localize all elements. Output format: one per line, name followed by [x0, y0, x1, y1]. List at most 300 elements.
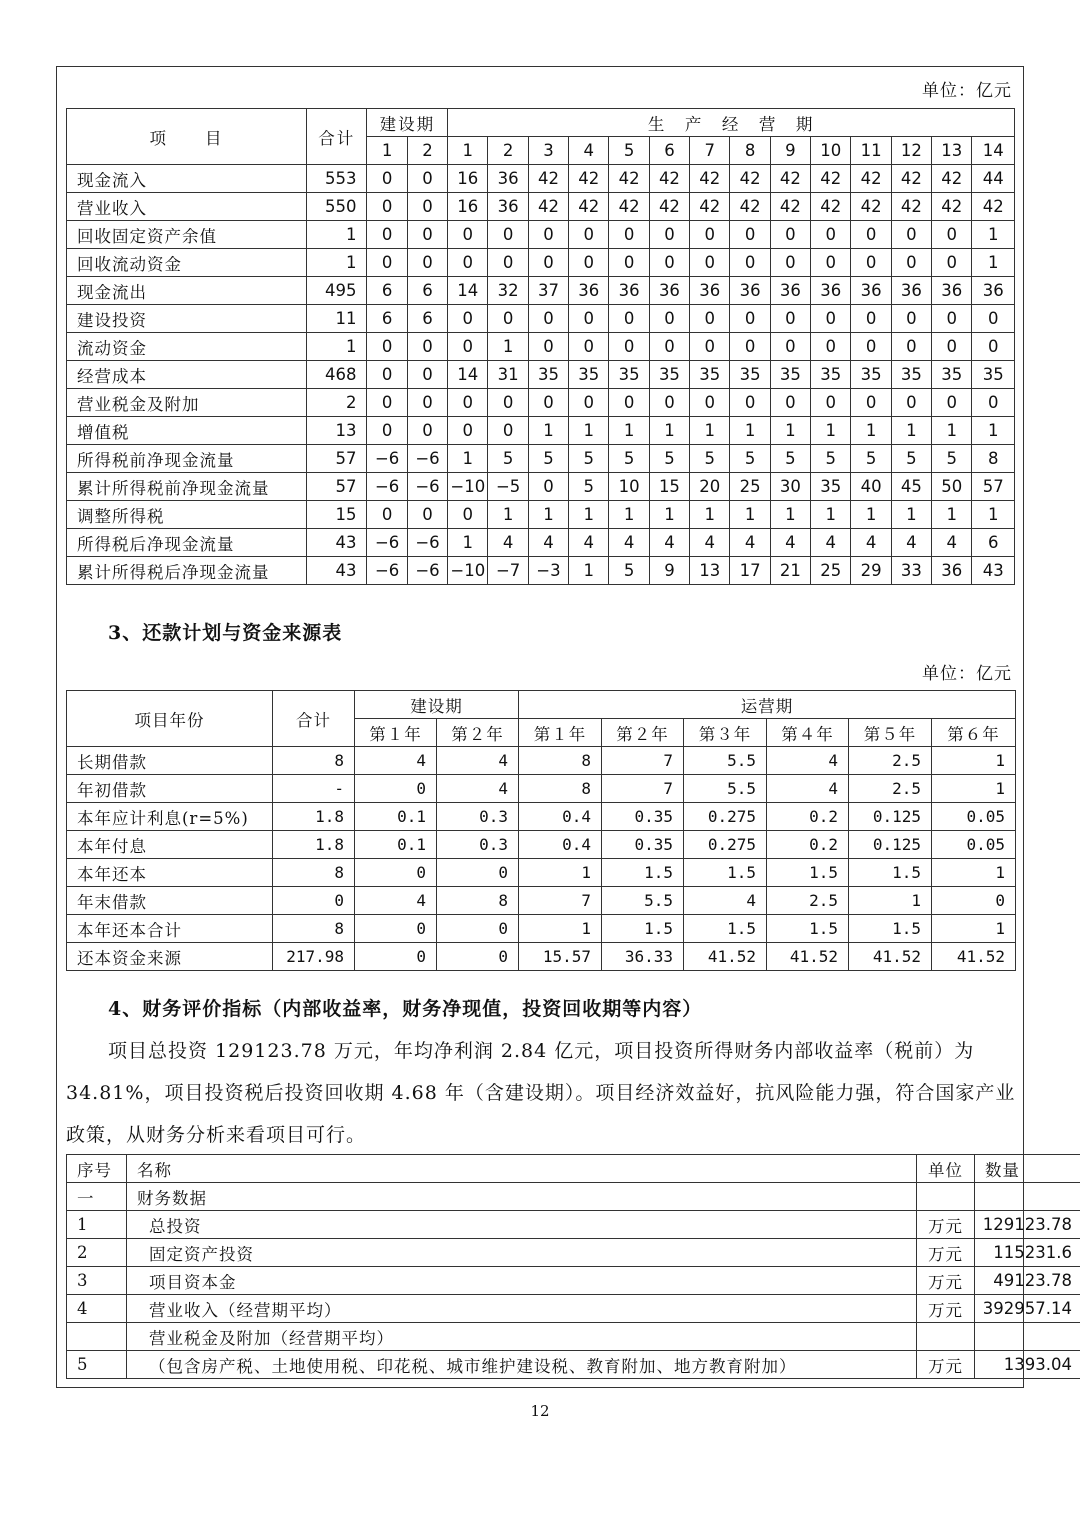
- cashflow-construction-year: 2: [407, 137, 447, 165]
- cashflow-cell: 1: [932, 501, 972, 529]
- cashflow-cell: 0: [569, 305, 609, 333]
- unit-label-2: 单位：亿元: [922, 664, 1012, 684]
- cashflow-row: [67, 389, 1015, 417]
- repayment-row-total: 217.98: [273, 943, 355, 971]
- repayment-cell: 0.05: [932, 831, 1016, 859]
- cashflow-cell: 1: [528, 501, 568, 529]
- cashflow-cell: 0: [972, 333, 1015, 361]
- repayment-cell: 0.2: [767, 803, 849, 831]
- repayment-cell: 1.5: [602, 859, 684, 887]
- page-number: 12: [530, 1402, 550, 1420]
- cashflow-operation-year: 14: [972, 137, 1015, 165]
- cashflow-operation-year: 13: [932, 137, 972, 165]
- cashflow-cell: 0: [932, 333, 972, 361]
- cashflow-row-label: 营业收入: [67, 193, 307, 221]
- repayment-row-total: 8: [273, 747, 355, 775]
- cashflow-cell: 1: [448, 445, 488, 473]
- repayment-cell: 1.5: [684, 915, 767, 943]
- cashflow-row-total: 1: [306, 249, 367, 277]
- cashflow-cell: 5: [609, 557, 649, 585]
- cashflow-cell: 42: [528, 193, 568, 221]
- cashflow-cell: 0: [488, 221, 528, 249]
- repayment-cell: 0.125: [849, 831, 932, 859]
- cashflow-cell: 0: [367, 389, 407, 417]
- repayment-operation-year: 第５年: [849, 719, 932, 747]
- repayment-cell: 4: [437, 775, 519, 803]
- cashflow-row-total: 550: [306, 193, 367, 221]
- indicator-unit: 万元: [917, 1351, 975, 1379]
- cashflow-cell: 1: [488, 333, 528, 361]
- cashflow-cell: 25: [811, 557, 851, 585]
- indicator-header-name: 名称: [127, 1155, 917, 1183]
- cashflow-cell: 1: [811, 417, 851, 445]
- cashflow-cell: −3: [528, 557, 568, 585]
- cashflow-row-total: 1: [306, 221, 367, 249]
- cashflow-row: [67, 361, 1015, 389]
- repayment-cell: 8: [519, 775, 602, 803]
- repayment-cell: 0: [355, 859, 437, 887]
- cashflow-operation-year: 1: [448, 137, 488, 165]
- cashflow-row-label: 累计所得税前净现金流量: [67, 473, 307, 501]
- cashflow-cell: −5: [488, 473, 528, 501]
- cashflow-cell: 0: [811, 305, 851, 333]
- cashflow-cell: 0: [730, 221, 770, 249]
- cashflow-cell: 42: [609, 165, 649, 193]
- cashflow-cell: 35: [569, 361, 609, 389]
- repayment-cell: 0: [932, 887, 1016, 915]
- cashflow-cell: 45: [891, 473, 931, 501]
- cashflow-cell: 1: [891, 417, 931, 445]
- cashflow-cell: 42: [649, 165, 689, 193]
- cashflow-cell: 0: [569, 333, 609, 361]
- repayment-cell: 0: [355, 775, 437, 803]
- cashflow-cell: 42: [690, 165, 730, 193]
- cashflow-cell: 1: [932, 417, 972, 445]
- repayment-row: [67, 943, 1016, 971]
- cashflow-construction-year: 1: [367, 137, 407, 165]
- cashflow-cell: 0: [448, 221, 488, 249]
- cashflow-row-label: 经营成本: [67, 361, 307, 389]
- cashflow-cell: 32: [488, 277, 528, 305]
- cashflow-cell: 0: [448, 249, 488, 277]
- repayment-row: [67, 887, 1016, 915]
- cashflow-cell: 0: [367, 361, 407, 389]
- repayment-row-label: 本年应计利息(r=5%): [67, 803, 273, 831]
- cashflow-cell: 35: [891, 361, 931, 389]
- cashflow-cell: 42: [569, 193, 609, 221]
- cashflow-cell: 1: [811, 501, 851, 529]
- cashflow-cell: 42: [730, 165, 770, 193]
- cashflow-cell: 0: [407, 333, 447, 361]
- indicator-row: [67, 1351, 1080, 1379]
- cashflow-cell: 0: [649, 305, 689, 333]
- cashflow-row: [67, 557, 1015, 585]
- cashflow-cell: 0: [770, 333, 810, 361]
- cashflow-row-label: 现金流入: [67, 165, 307, 193]
- repayment-cell: 36.33: [602, 943, 684, 971]
- cashflow-cell: 1: [569, 501, 609, 529]
- cashflow-cell: 0: [972, 389, 1015, 417]
- cashflow-row-total: 57: [306, 445, 367, 473]
- cashflow-cell: 4: [851, 529, 891, 557]
- cashflow-cell: 4: [609, 529, 649, 557]
- repayment-cell: 0: [437, 915, 519, 943]
- repayment-cell: 0.3: [437, 831, 519, 859]
- cashflow-cell: 4: [932, 529, 972, 557]
- cashflow-row-total: 57: [306, 473, 367, 501]
- cashflow-cell: 35: [851, 361, 891, 389]
- cashflow-cell: 4: [528, 529, 568, 557]
- cashflow-cell: 6: [407, 305, 447, 333]
- cashflow-cell: 25: [730, 473, 770, 501]
- cashflow-cell: 0: [811, 249, 851, 277]
- indicator-name: 营业收入（经营期平均）: [127, 1295, 917, 1323]
- repayment-cell: 0: [437, 943, 519, 971]
- indicator-unit: [917, 1323, 975, 1351]
- repayment-cell: 1: [849, 887, 932, 915]
- cashflow-cell: −10: [448, 557, 488, 585]
- cashflow-cell: 4: [690, 529, 730, 557]
- repayment-cell: 1: [519, 915, 602, 943]
- cashflow-cell: 1: [609, 501, 649, 529]
- indicator-name: （包含房产税、土地使用税、印花税、城市维护建设税、教育附加、地方教育附加）: [127, 1351, 917, 1379]
- repayment-cell: 1.5: [602, 915, 684, 943]
- repayment-row-total: -: [273, 775, 355, 803]
- indicator-row: [67, 1239, 1080, 1267]
- cashflow-cell: 42: [528, 165, 568, 193]
- cashflow-cell: 42: [730, 193, 770, 221]
- repayment-cell: 1: [519, 859, 602, 887]
- repayment-header-total: 合计: [273, 691, 355, 747]
- repayment-cell: 0.3: [437, 803, 519, 831]
- repayment-cell: 1.5: [684, 859, 767, 887]
- cashflow-cell: 42: [770, 193, 810, 221]
- cashflow-row: [67, 193, 1015, 221]
- cashflow-cell: 50: [932, 473, 972, 501]
- indicator-seq: 1: [67, 1211, 127, 1239]
- cashflow-cell: 5: [569, 473, 609, 501]
- cashflow-row-total: 43: [306, 529, 367, 557]
- cashflow-cell: 5: [891, 445, 931, 473]
- cashflow-row: [67, 221, 1015, 249]
- repayment-cell: 41.52: [767, 943, 849, 971]
- indicator-header-unit: 单位: [917, 1155, 975, 1183]
- cashflow-row-label: 回收固定资产余值: [67, 221, 307, 249]
- repayment-cell: 1.5: [767, 859, 849, 887]
- indicator-qty: [975, 1183, 1080, 1211]
- cashflow-cell: 1: [488, 501, 528, 529]
- indicator-unit: 万元: [917, 1295, 975, 1323]
- cashflow-cell: 0: [528, 221, 568, 249]
- repayment-cell: 4: [355, 887, 437, 915]
- indicator-qty: 392957.14: [975, 1295, 1080, 1323]
- cashflow-cell: 37: [528, 277, 568, 305]
- cashflow-cell: 0: [407, 221, 447, 249]
- cashflow-cell: 10: [609, 473, 649, 501]
- indicator-table: [66, 1154, 1080, 1379]
- cashflow-cell: 1: [690, 417, 730, 445]
- cashflow-cell: 43: [972, 557, 1015, 585]
- repayment-header-row: [67, 691, 1016, 719]
- repayment-operation-year: 第４年: [767, 719, 849, 747]
- cashflow-cell: 36: [972, 277, 1015, 305]
- cashflow-cell: 0: [609, 305, 649, 333]
- cashflow-cell: 29: [851, 557, 891, 585]
- cashflow-cell: 0: [448, 501, 488, 529]
- cashflow-cell: 0: [488, 389, 528, 417]
- cashflow-row-label: 所得税后净现金流量: [67, 529, 307, 557]
- cashflow-row: [67, 529, 1015, 557]
- cashflow-cell: 40: [851, 473, 891, 501]
- repayment-header-construction: 建设期: [355, 691, 519, 719]
- cashflow-row-total: 13: [306, 417, 367, 445]
- cashflow-cell: 6: [367, 305, 407, 333]
- cashflow-cell: 0: [609, 333, 649, 361]
- repayment-cell: 41.52: [684, 943, 767, 971]
- cashflow-cell: 42: [811, 193, 851, 221]
- cashflow-cell: 4: [891, 529, 931, 557]
- cashflow-cell: 31: [488, 361, 528, 389]
- cashflow-cell: 4: [770, 529, 810, 557]
- indicator-unit: 万元: [917, 1267, 975, 1295]
- cashflow-cell: 0: [407, 165, 447, 193]
- repayment-cell: 0.1: [355, 803, 437, 831]
- indicator-qty: 129123.78: [975, 1211, 1080, 1239]
- cashflow-cell: 0: [649, 333, 689, 361]
- repayment-cell: 2.5: [767, 887, 849, 915]
- repayment-cell: 0.275: [684, 831, 767, 859]
- cashflow-cell: 9: [649, 557, 689, 585]
- cashflow-cell: 0: [770, 305, 810, 333]
- cashflow-cell: −6: [407, 557, 447, 585]
- cashflow-cell: 16: [448, 165, 488, 193]
- cashflow-cell: 1: [851, 501, 891, 529]
- repayment-cell: 41.52: [932, 943, 1016, 971]
- cashflow-cell: 42: [891, 165, 931, 193]
- cashflow-cell: 0: [367, 249, 407, 277]
- cashflow-row-total: 468: [306, 361, 367, 389]
- indicator-row: [67, 1211, 1080, 1239]
- cashflow-row: [67, 305, 1015, 333]
- cashflow-cell: 0: [528, 389, 568, 417]
- repayment-row-total: 8: [273, 915, 355, 943]
- cashflow-operation-year: 4: [569, 137, 609, 165]
- repayment-cell: 0.05: [932, 803, 1016, 831]
- cashflow-cell: 0: [851, 305, 891, 333]
- cashflow-cell: 44: [972, 165, 1015, 193]
- cashflow-cell: 0: [569, 221, 609, 249]
- indicator-name: 固定资产投资: [127, 1239, 917, 1267]
- repayment-cell: 0.4: [519, 803, 602, 831]
- cashflow-cell: 0: [730, 333, 770, 361]
- repayment-cell: 4: [684, 887, 767, 915]
- cashflow-row-label: 回收流动资金: [67, 249, 307, 277]
- cashflow-header-row: [67, 109, 1015, 137]
- cashflow-operation-year: 11: [851, 137, 891, 165]
- cashflow-cell: 0: [730, 389, 770, 417]
- cashflow-row-label: 所得税前净现金流量: [67, 445, 307, 473]
- cashflow-cell: 42: [690, 193, 730, 221]
- cashflow-cell: 5: [569, 445, 609, 473]
- cashflow-cell: −6: [367, 529, 407, 557]
- cashflow-cell: 0: [488, 417, 528, 445]
- cashflow-cell: 36: [891, 277, 931, 305]
- cashflow-cell: 6: [367, 277, 407, 305]
- repayment-row-label: 年末借款: [67, 887, 273, 915]
- cashflow-cell: 36: [932, 277, 972, 305]
- cashflow-row-label: 现金流出: [67, 277, 307, 305]
- cashflow-cell: 35: [811, 473, 851, 501]
- indicator-row: [67, 1323, 1080, 1351]
- repayment-construction-year: 第２年: [437, 719, 519, 747]
- cashflow-cell: 0: [367, 221, 407, 249]
- cashflow-row-total: 43: [306, 557, 367, 585]
- indicator-name: 总投资: [127, 1211, 917, 1239]
- cashflow-cell: 0: [891, 249, 931, 277]
- cashflow-cell: 30: [770, 473, 810, 501]
- cashflow-cell: 42: [932, 193, 972, 221]
- cashflow-cell: 0: [448, 305, 488, 333]
- cashflow-cell: 0: [649, 249, 689, 277]
- cashflow-cell: 0: [569, 249, 609, 277]
- cashflow-cell: 1: [730, 501, 770, 529]
- indicator-qty: 1393.04: [975, 1351, 1080, 1379]
- cashflow-cell: 0: [367, 501, 407, 529]
- indicator-unit: 万元: [917, 1239, 975, 1267]
- cashflow-cell: 5: [770, 445, 810, 473]
- cashflow-cell: 0: [891, 333, 931, 361]
- repayment-cell: 1.5: [767, 915, 849, 943]
- repayment-cell: 7: [519, 887, 602, 915]
- repayment-row-total: 8: [273, 859, 355, 887]
- indicator-seq: 4: [67, 1295, 127, 1323]
- repayment-operation-year: 第２年: [602, 719, 684, 747]
- cashflow-row: [67, 473, 1015, 501]
- cashflow-operation-year: 6: [649, 137, 689, 165]
- cashflow-cell: 42: [972, 193, 1015, 221]
- indicator-qty: 115231.6: [975, 1239, 1080, 1267]
- repayment-cell: 0.1: [355, 831, 437, 859]
- cashflow-row-label: 累计所得税后净现金流量: [67, 557, 307, 585]
- repayment-cell: 0.125: [849, 803, 932, 831]
- indicator-name: 项目资本金: [127, 1267, 917, 1295]
- cashflow-cell: −6: [407, 529, 447, 557]
- indicator-header-qty: 数量: [975, 1155, 1080, 1183]
- cashflow-cell: 5: [730, 445, 770, 473]
- repayment-row-total: 0: [273, 887, 355, 915]
- repayment-cell: 4: [767, 775, 849, 803]
- repayment-row-label: 本年付息: [67, 831, 273, 859]
- cashflow-cell: −7: [488, 557, 528, 585]
- cashflow-cell: 35: [730, 361, 770, 389]
- indicator-seq: [67, 1323, 127, 1351]
- cashflow-cell: 17: [730, 557, 770, 585]
- cashflow-cell: 0: [407, 193, 447, 221]
- repayment-cell: 1: [932, 775, 1016, 803]
- indicator-qty: [975, 1323, 1080, 1351]
- cashflow-cell: 0: [932, 389, 972, 417]
- cashflow-cell: 0: [367, 193, 407, 221]
- cashflow-cell: 5: [851, 445, 891, 473]
- repayment-row-label: 年初借款: [67, 775, 273, 803]
- cashflow-cell: 1: [972, 417, 1015, 445]
- repayment-cell: 1: [932, 915, 1016, 943]
- cashflow-cell: 0: [972, 305, 1015, 333]
- section-4-title: 4、财务评价指标（内部收益率，财务净现值，投资回收期等内容）: [108, 998, 703, 1020]
- section-3-title: 3、还款计划与资金来源表: [108, 622, 343, 644]
- cashflow-cell: 36: [609, 277, 649, 305]
- cashflow-cell: 13: [690, 557, 730, 585]
- cashflow-cell: −6: [367, 473, 407, 501]
- cashflow-cell: 0: [690, 305, 730, 333]
- cashflow-cell: 0: [448, 333, 488, 361]
- cashflow-cell: 0: [609, 221, 649, 249]
- repayment-header-item: 项目年份: [67, 691, 273, 747]
- cashflow-cell: −6: [407, 445, 447, 473]
- cashflow-cell: 6: [407, 277, 447, 305]
- cashflow-cell: 36: [932, 557, 972, 585]
- repayment-cell: 7: [602, 775, 684, 803]
- cashflow-cell: 5: [528, 445, 568, 473]
- repayment-cell: 8: [519, 747, 602, 775]
- repayment-cell: 5.5: [684, 775, 767, 803]
- cashflow-row: [67, 277, 1015, 305]
- cashflow-cell: 42: [569, 165, 609, 193]
- cashflow-cell: 0: [690, 221, 730, 249]
- cashflow-cell: 0: [407, 389, 447, 417]
- cashflow-cell: 0: [851, 333, 891, 361]
- cashflow-row-total: 553: [306, 165, 367, 193]
- cashflow-header-construction: 建设期: [367, 109, 448, 137]
- cashflow-cell: 0: [649, 389, 689, 417]
- cashflow-cell: 0: [609, 389, 649, 417]
- repayment-cell: 1: [932, 859, 1016, 887]
- repayment-cell: 0.35: [602, 803, 684, 831]
- cashflow-cell: 1: [690, 501, 730, 529]
- cashflow-cell: 0: [851, 221, 891, 249]
- cashflow-cell: 0: [811, 221, 851, 249]
- cashflow-row-total: 15: [306, 501, 367, 529]
- cashflow-cell: 42: [649, 193, 689, 221]
- cashflow-cell: 1: [972, 221, 1015, 249]
- cashflow-operation-year: 10: [811, 137, 851, 165]
- indicator-unit: [917, 1183, 975, 1211]
- cashflow-cell: 1: [891, 501, 931, 529]
- repayment-cell: 0: [355, 915, 437, 943]
- cashflow-cell: 36: [690, 277, 730, 305]
- cashflow-cell: 14: [448, 277, 488, 305]
- repayment-operation-year: 第３年: [684, 719, 767, 747]
- cashflow-cell: 1: [528, 417, 568, 445]
- repayment-row: [67, 747, 1016, 775]
- cashflow-cell: 0: [528, 249, 568, 277]
- repayment-cell: 5.5: [684, 747, 767, 775]
- cashflow-cell: 0: [488, 249, 528, 277]
- repayment-cell: 1: [932, 747, 1016, 775]
- repayment-row: [67, 859, 1016, 887]
- repayment-cell: 5.5: [602, 887, 684, 915]
- cashflow-cell: 42: [770, 165, 810, 193]
- cashflow-row-total: 2: [306, 389, 367, 417]
- cashflow-row-label: 流动资金: [67, 333, 307, 361]
- cashflow-cell: 0: [932, 221, 972, 249]
- cashflow-cell: 4: [569, 529, 609, 557]
- cashflow-operation-year: 3: [528, 137, 568, 165]
- cashflow-row-label: 营业税金及附加: [67, 389, 307, 417]
- indicator-name: 财务数据: [127, 1183, 917, 1211]
- cashflow-operation-year: 9: [770, 137, 810, 165]
- cashflow-cell: 35: [528, 361, 568, 389]
